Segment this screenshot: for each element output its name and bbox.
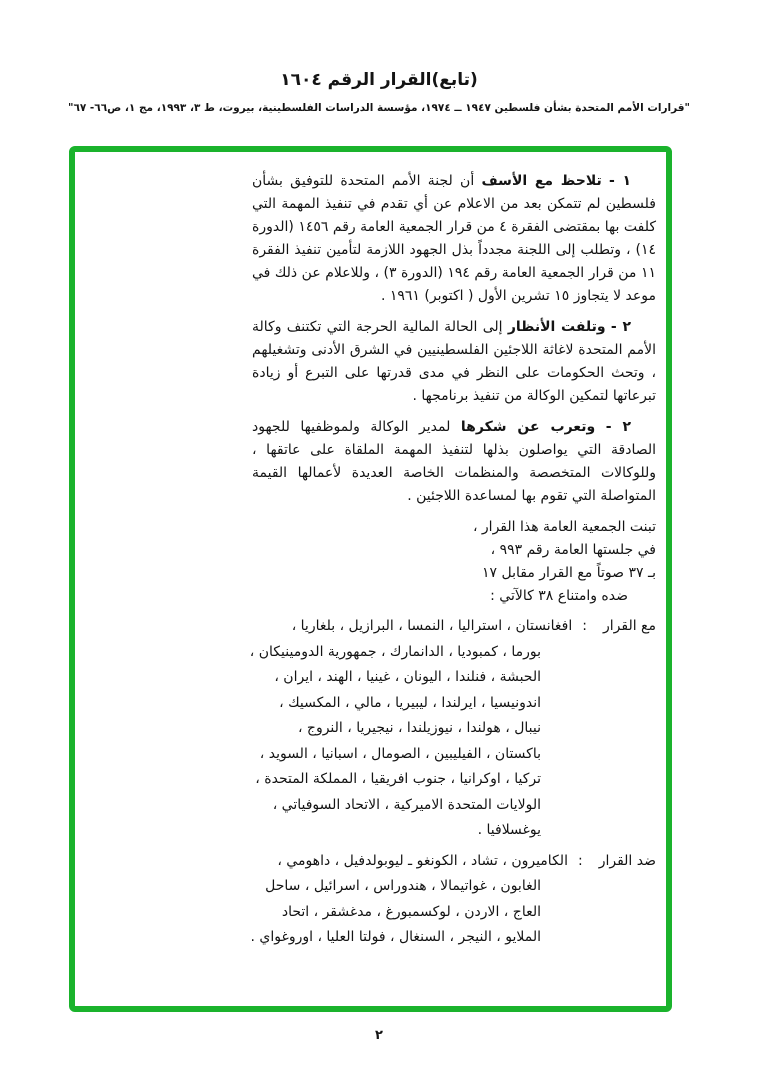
- vote-against-countries-line: العاج ، الاردن ، لوكسمبورغ ، مدغشقر ، اتحاد: [281, 903, 541, 920]
- vote-for-section: [85, 614, 656, 844]
- adoption-line: ضده وامتناع ٣٨ كالآتي :: [490, 588, 628, 604]
- source-citation: "قرارات الأمم المتحدة بشأن فلسطين ١٩٤٧ ــ ١٩٧٤، مؤسسة الدراسات الفلسطينية، بيروت، ط ٣، ١٩٩٣، مج ١، ص٦٦- ٦٧": [67, 102, 691, 114]
- paragraph-text: لمدير الوكالة ولموظفيها للجهود الصادقة التي يواصلون بذلها لتنفيذ المهمة الملقاة على عاتقها ، وللوكالات المتخصصة والمنظمات الخاصة العديدة لأعمالها القيمة المتواصلة التي تقوم بها لمساعدة اللاجئين .: [252, 419, 656, 504]
- document-frame: [69, 146, 672, 1012]
- vote-for-countries-line: الولايات المتحدة الاميركية ، الاتحاد السوفياتي ،: [272, 796, 541, 813]
- resolution-paragraph-3: [252, 416, 656, 508]
- vote-for-first-line: [85, 614, 656, 640]
- vote-against-label: ضد القرار: [598, 852, 656, 869]
- vote-for-countries-line: تركيا ، اوكرانيا ، جنوب افريقيا ، المملكة المتحدة ،: [255, 771, 541, 787]
- resolution-paragraph-1: [252, 170, 656, 308]
- vote-for-countries-line: الحبشة ، فنلندا ، اليونان ، غينيا ، الهند ، ايران ،: [274, 669, 541, 685]
- vote-for-countries-line: بورما ، كمبوديا ، الدانمارك ، جمهورية الدومينيكان ،: [249, 643, 541, 660]
- vote-for-countries-line: باكستان ، الفيليبين ، الصومال ، اسبانيا ، السويد ،: [259, 745, 541, 762]
- vote-against-countries-line: الكاميرون ، تشاد ، الكونغو ـ ليوبولدفيل ، داهومي ،: [277, 852, 568, 869]
- page-number: ٢: [375, 1028, 383, 1043]
- vote-for-countries-line: نيبال ، هولندا ، نيوزيلندا ، نيجيريا ، النروج ،: [297, 720, 541, 736]
- vote-for-colon: :: [582, 618, 587, 634]
- paragraph-text: أن لجنة الأمم المتحدة للتوفيق بشأن فلسطين لم تتمكن بعد من الاعلام عن أي تقدم في تنفيذ المهمة التي كلفت بها بمقتضى الفقرة ٤ من قرار الجمعية العامة رقم ١٤٥٦ (الدورة ١٤) ، وتطلب إلى اللجنة مجدداً بذل الجهود اللازمة لتأمين تنفيذ الفقرة ١١ من قرار الجمعية العامة رقم ١٩٤ (الدورة ٣) ، وللاعلام عن ذلك في موعد لا يتجاوز ١٥ تشرين الأول ( اكتوبر) ١٩٦١ .: [252, 173, 656, 304]
- paragraph-text: إلى الحالة المالية الحرجة التي تكتنف وكالة الأمم المتحدة لاغاثة اللاجئين الفلسطينيين في الشرق الأدنى وتشغيلهم ، وتحث الحكومات على النظر في مدى قدرتها على التبرع أو زيادة تبرعاتها لتمكين الوكالة من تنفيذ برنامجها .: [252, 319, 656, 404]
- paragraph-lead: تلاحظ مع الأسف: [481, 173, 602, 189]
- paragraph-lead: وتعرب عن شكرها: [460, 419, 596, 435]
- vote-against-countries-line: الملايو ، النيجر ، السنغال ، فولتا العليا ، اوروغواي .: [250, 929, 541, 945]
- vote-against-countries-line: الغابون ، غواتيمالا ، هندوراس ، اسرائيل ، ساحل: [265, 878, 541, 894]
- resolution-body: [75, 152, 666, 1006]
- adoption-statement: [85, 516, 656, 608]
- vote-for-countries-line: يوغسلافيا .: [477, 822, 541, 838]
- paragraph-number: ١ -: [608, 173, 632, 189]
- adoption-line: بـ ٣٧ صوتاً مع القرار مقابل ١٧: [482, 565, 656, 581]
- paragraph-number: ٢ -: [610, 319, 631, 335]
- paragraph-number: ٢ -: [605, 419, 632, 435]
- resolution-paragraph-2: [252, 316, 656, 408]
- vote-for-label: مع القرار: [602, 618, 656, 634]
- adoption-line: تبنت الجمعية العامة هذا القرار ،: [472, 519, 656, 535]
- vote-against-section: [85, 849, 656, 951]
- paragraph-lead: وتلفت الأنظار: [507, 319, 606, 335]
- vote-against-first-line: [85, 849, 656, 875]
- vote-for-countries-line: افغانستان ، استراليا ، النمسا ، البرازيل ، بلغاريا ،: [291, 618, 573, 634]
- vote-against-colon: :: [577, 852, 583, 869]
- adoption-line: في جلستها العامة رقم ٩٩٣ ،: [490, 542, 656, 558]
- vote-for-countries-line: اندونيسيا ، ايرلندا ، ليبيريا ، مالي ، المكسيك ،: [279, 694, 541, 711]
- page-title: (تابع)القرار الرقم ١٦٠٤: [280, 70, 478, 90]
